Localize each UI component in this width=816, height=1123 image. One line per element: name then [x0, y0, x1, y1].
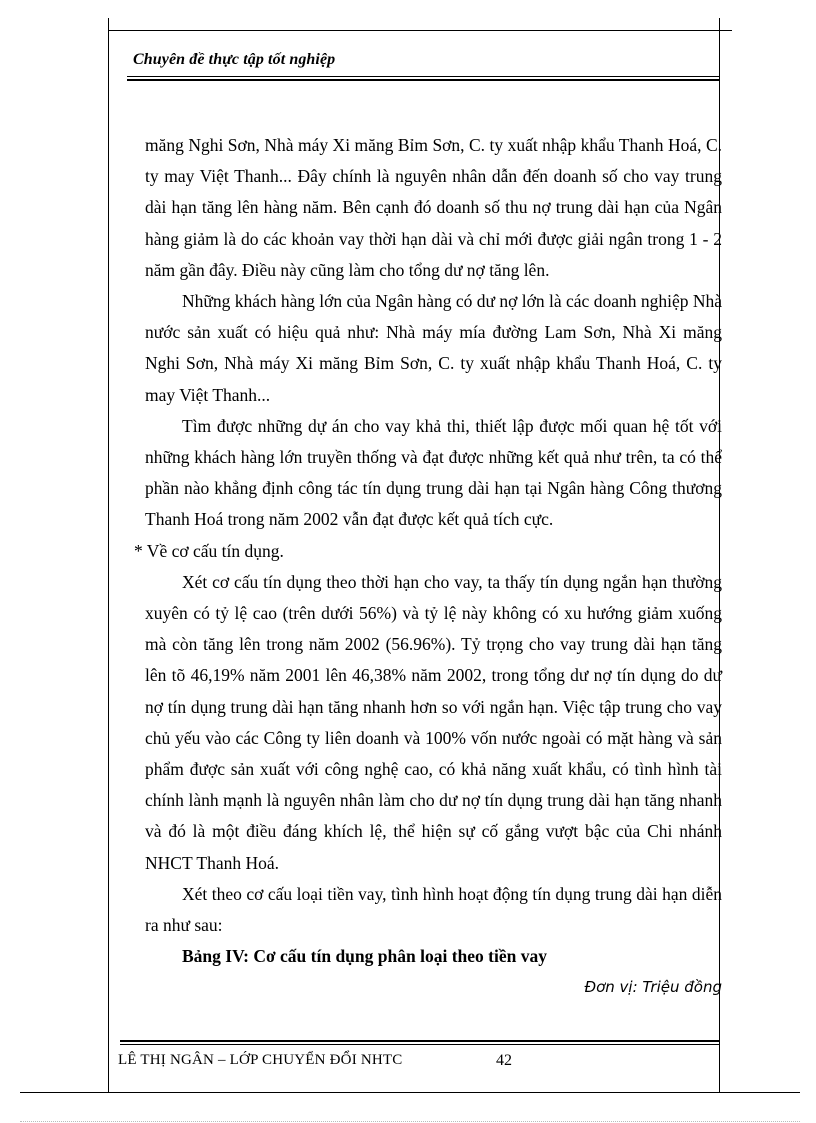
crop-mark	[720, 1092, 732, 1093]
header-rule-thick	[127, 79, 719, 81]
paragraph: Những khách hàng lớn của Ngân hàng có dư nợ lớn là các doanh nghiệp Nhà nước sản xuất có hiệu quả như: Nhà máy mía đường Lam Sơn, Nhà Xi măng Nghi Sơn, Nhà máy Xi măng Bỉm Sơn, C. ty xuất nhập khẩu Thanh Hoá, C. ty may Việt Thanh...	[145, 291, 722, 405]
unit-note: Đơn vị: Triệu đồng	[584, 978, 722, 997]
page-header-title: Chuyên đề thực tập tốt nghiệp	[133, 51, 336, 68]
footer-rule-thin	[120, 1044, 720, 1045]
footer-author: LÊ THỊ NGÂN – LỚP CHUYỂN ĐỔI NHTC	[118, 1052, 403, 1068]
page-frame-bottom	[20, 1092, 800, 1093]
section-heading: * Về cơ cấu tín dụng.	[134, 540, 284, 561]
page-frame-left	[108, 30, 109, 1093]
paragraph: măng Nghi Sơn, Nhà máy Xi măng Bỉm Sơn, C. ty xuất nhập khẩu Thanh Hoá, C. ty may Việt Thanh... Đây chính là nguyên nhân dẫn đến doanh số cho vay trung dài hạn tăng lên hàng năm. Bên cạnh đó doanh số thu nợ trung dài hạn của Ngân hàng giảm là do các khoản vay thời hạn dài và chỉ mới được giải ngân trong 1 - 2 năm gần đây. Điều này cũng làm cho tổng dư nợ tăng lên.	[145, 135, 722, 280]
crop-mark	[108, 18, 109, 30]
paragraph: Xét cơ cấu tín dụng theo thời hạn cho vay, ta thấy tín dụng ngắn hạn thường xuyên có tỷ lệ cao (trên dưới 56%) và tỷ lệ này không có xu hướng giảm xuống mà còn tăng lên trong năm 2002 (56.96%). Tỷ trọng cho vay trung dài hạn tăng lên tõ 46,19% năm 2001 lên 46,38% năm 2002, trong tổng dư nợ tín dụng do dư nợ tín dụng trung dài hạn tăng nhanh hơn so với ngắn hạn. Việc tập trung cho vay chủ yếu vào các Công ty liên doanh và 100% vốn nước ngoài có mặt hàng và sản phẩm được sản xuất với công nghệ cao, có khả năng xuất khẩu, có tình hình tài chính lành mạnh là nguyên nhân làm cho dư nợ tín dụng trung dài hạn tăng nhanh và đó là một điều đáng khích lệ, thể hiện sự cố gắng vượt bậc của Chi nhánh NHCT Thanh Hoá.	[145, 571, 722, 873]
table-caption: Bảng IV: Cơ cấu tín dụng phân loại theo tiền vay	[182, 946, 547, 967]
paragraph: Tìm được những dự án cho vay khả thi, thiết lập được mối quan hệ tốt với những khách hàng lớn truyền thống và đạt được những kết quả như trên, ta có thể phần nào khẳng định công tác tín dụng trung dài hạn tại Ngân hàng Công thương Thanh Hoá trong năm 2002 vẫn đạt được kết quả tích cực.	[145, 415, 722, 530]
page-frame-top	[108, 30, 720, 31]
paragraph: Xét theo cơ cấu loại tiền vay, tình hình hoạt động tín dụng trung dài hạn diễn ra như sau:	[145, 883, 722, 936]
page-number: 42	[496, 1052, 512, 1069]
footer-rule-thick	[120, 1040, 720, 1042]
document-body	[134, 130, 722, 1004]
crop-mark	[720, 30, 732, 31]
crop-mark	[719, 18, 720, 30]
header-rule-thin	[127, 76, 719, 77]
